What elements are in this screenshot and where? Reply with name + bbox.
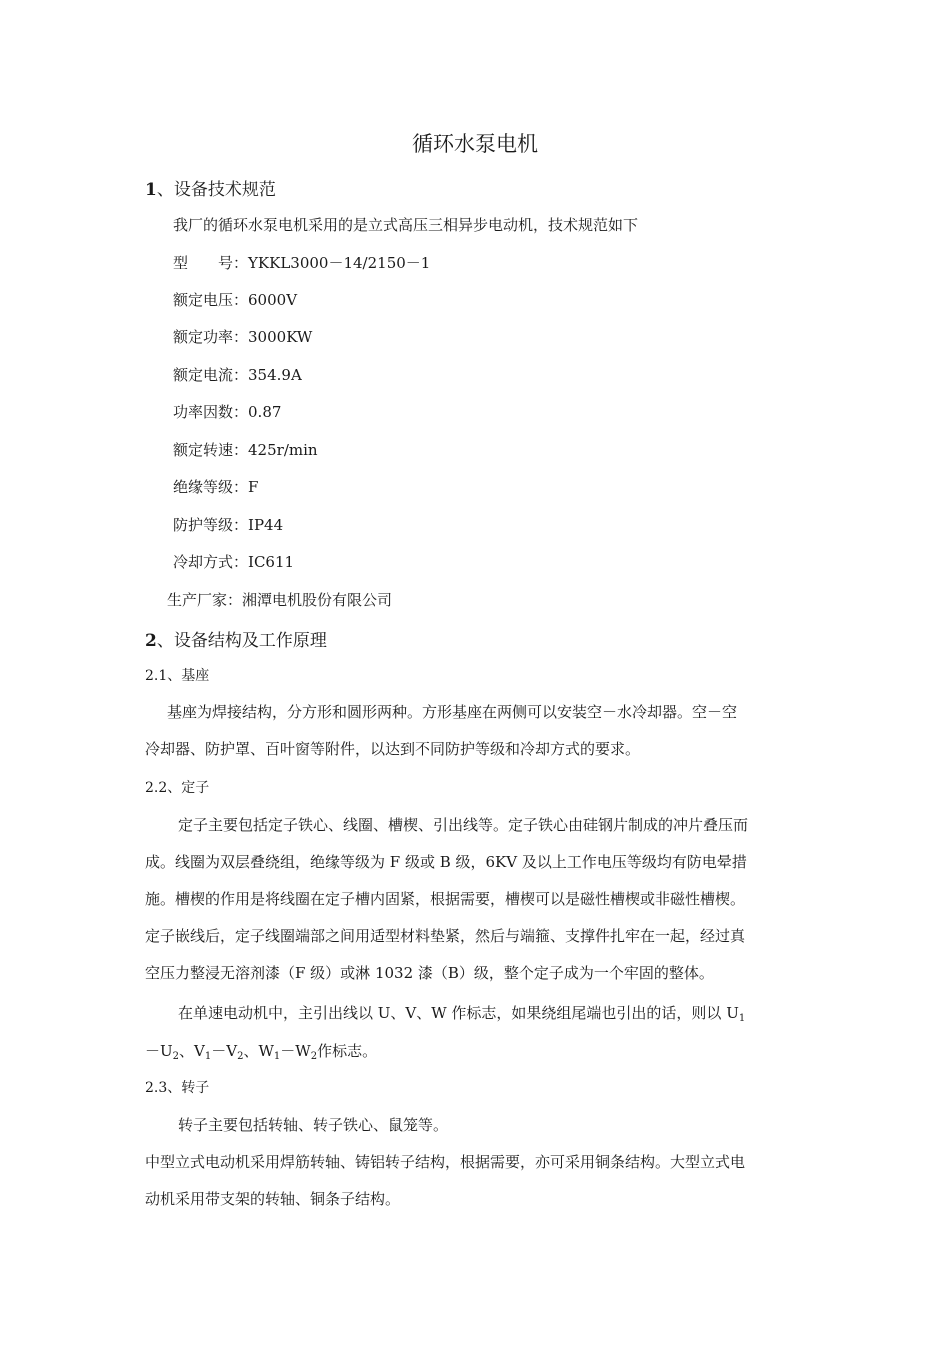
terminal-text: －W xyxy=(280,1042,311,1060)
subscript: 1 xyxy=(204,1051,212,1062)
paragraph-line: 空压力整浸无溶剂漆（F 级）或淋 1032 漆（B）级，整个定子成为一个牢固的整体。 xyxy=(145,964,714,982)
paragraph-line: 基座为焊接结构，分方形和圆形两种。方形基座在两侧可以安装空－水冷却器。空－空 xyxy=(167,703,738,721)
section-1-number: 1 xyxy=(145,180,157,200)
section-2-heading xyxy=(145,626,327,651)
spec-key: 额定转速： xyxy=(173,441,249,459)
paragraph-line: 成。线圈为双层叠绕组，绝缘等级为 F 级或 B 级，6KV 及以上工作电压等级均有防电晕措 xyxy=(145,853,747,871)
spec-row xyxy=(173,476,258,497)
paragraph-line: 中型立式电动机采用焊筋转轴、铸铝转子结构，根据需要，亦可采用铜条结构。大型立式电 xyxy=(145,1153,746,1171)
spec-value: IP44 xyxy=(248,516,284,534)
spec-row xyxy=(173,514,283,535)
spec-key: 绝缘等级： xyxy=(173,478,249,496)
section-1-heading xyxy=(145,175,276,200)
spec-key: 额定电压： xyxy=(173,291,249,309)
spec-value: 425r/min xyxy=(248,441,318,459)
spec-key: 冷却方式： xyxy=(173,553,249,571)
paragraph-line: 冷却器、防护罩、百叶窗等附件，以达到不同防护等级和冷却方式的要求。 xyxy=(145,740,641,758)
spec-value: 354.9A xyxy=(248,366,302,384)
subsection-2-3-heading: 2.3、转子 xyxy=(145,1080,210,1096)
subsection-2-1-heading: 2.1、基座 xyxy=(145,668,210,684)
subscript: 2 xyxy=(237,1051,244,1062)
spec-row xyxy=(173,439,318,460)
spec-row xyxy=(173,289,297,310)
subscript: 2 xyxy=(310,1051,318,1062)
spec-key: 防护等级： xyxy=(173,516,249,534)
spec-value: 6000V xyxy=(248,291,298,309)
terminal-text: －V xyxy=(211,1042,238,1060)
spec-row xyxy=(173,401,281,422)
spec-row xyxy=(173,326,312,347)
section-1-title: 、设备技术规范 xyxy=(156,180,276,200)
spec-key: 额定功率： xyxy=(173,328,249,346)
spec-value: IC611 xyxy=(248,553,295,571)
subscript: 1 xyxy=(738,1013,746,1024)
section-2-number: 2 xyxy=(145,631,157,651)
manufacturer-line: 生产厂家：湘潭电机股份有限公司 xyxy=(167,591,393,609)
spec-row xyxy=(173,551,294,572)
spec-value: YKKL3000－14/2150－1 xyxy=(248,254,431,272)
paragraph-line: 定子嵌线后，定子线圈端部之间用适型材料垫紧，然后与端箍、支撑件扎牢在一起，经过真 xyxy=(145,927,746,945)
subscript: 1 xyxy=(273,1051,281,1062)
spec-value: 3000KW xyxy=(248,328,313,346)
paragraph-line: 转子主要包括转轴、转子铁心、鼠笼等。 xyxy=(178,1116,449,1134)
spec-key: 功率因数： xyxy=(173,403,249,421)
spec-row xyxy=(173,364,302,385)
spec-value: F xyxy=(248,478,259,496)
subscript: 2 xyxy=(172,1051,180,1062)
page-title: 循环水泵电机 xyxy=(412,132,538,156)
paragraph-line: 定子主要包括定子铁心、线圈、槽楔、引出线等。定子铁心由硅钢片制成的冲片叠压而 xyxy=(178,816,749,834)
paragraph-line: 动机采用带支架的转轴、铜条子结构。 xyxy=(145,1190,401,1208)
terminal-text: 、W xyxy=(243,1042,274,1060)
paragraph-line xyxy=(145,1040,377,1061)
paragraph-line: 施。槽楔的作用是将线圈在定子槽内固紧，根据需要，槽楔可以是磁性槽楔或非磁性槽楔。 xyxy=(145,890,746,908)
terminal-text: 在单速电动机中，主引出线以 U、V、W 作标志，如果绕组尾端也引出的话，则以 U xyxy=(178,1004,739,1022)
paragraph-line xyxy=(178,1002,745,1023)
section-1-intro: 我厂的循环水泵电机采用的是立式高压三相异步电动机，技术规范如下 xyxy=(173,216,639,234)
terminal-text: －U xyxy=(145,1042,173,1060)
spec-key: 额定电流： xyxy=(173,366,249,384)
spec-value: 0.87 xyxy=(248,403,282,421)
spec-row xyxy=(173,252,430,273)
spec-key: 型 号： xyxy=(173,254,249,272)
terminal-text: 、V xyxy=(179,1042,205,1060)
subsection-2-2-heading: 2.2、定子 xyxy=(145,780,210,796)
terminal-text: 作标志。 xyxy=(317,1042,378,1060)
section-2-title: 、设备结构及工作原理 xyxy=(156,631,327,651)
